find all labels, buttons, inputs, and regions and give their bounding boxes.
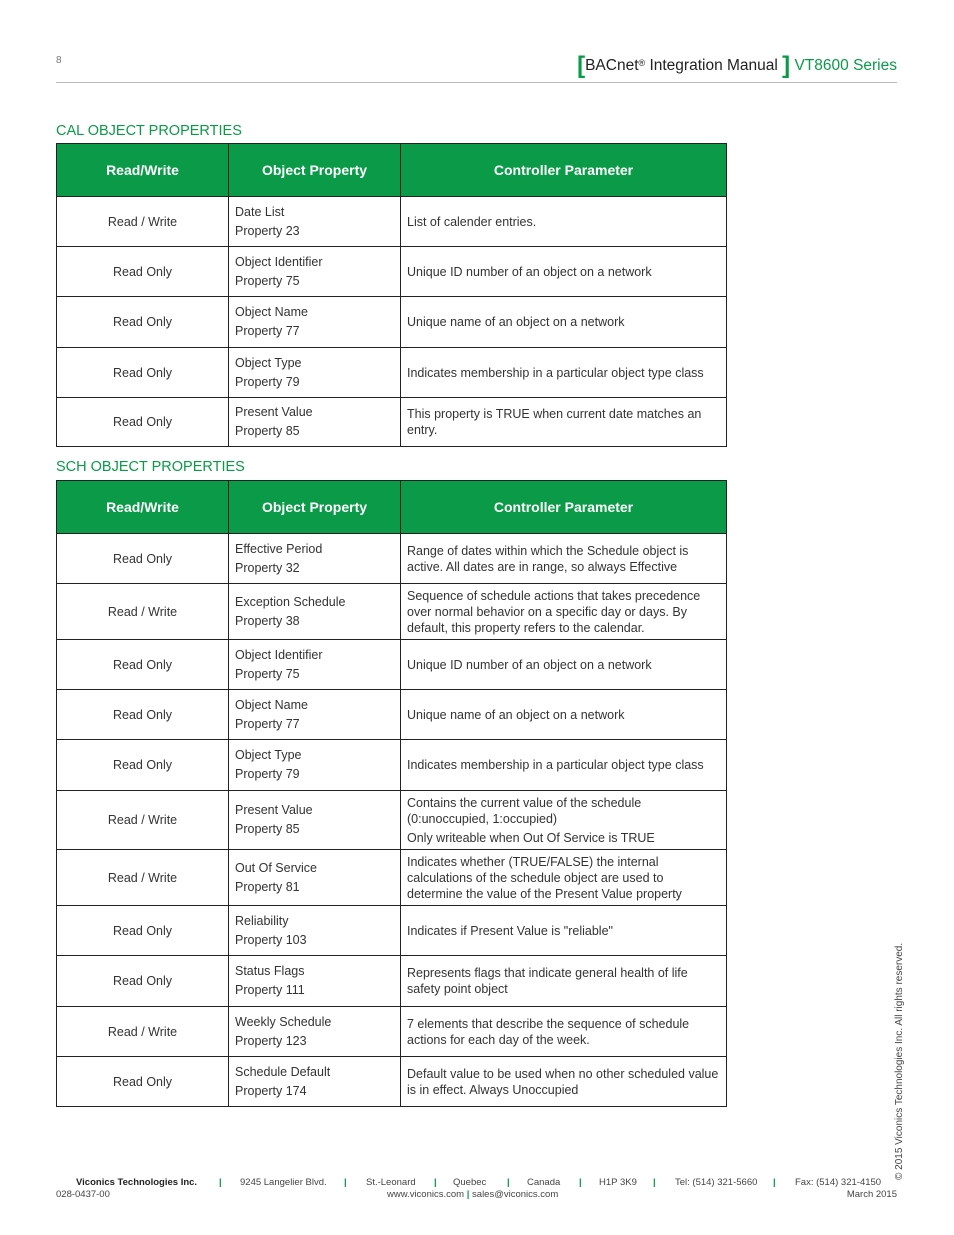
controller-parameter-cell: [401, 247, 727, 297]
object-property-cell: [229, 956, 401, 1007]
footer-date: March 2015: [846, 1189, 897, 1200]
access-cell: Read / Write: [57, 197, 229, 247]
footer-postal-code: H1P 3K9: [599, 1177, 637, 1188]
property-name: Object Type: [235, 355, 302, 370]
table-row: [57, 791, 727, 850]
property-number: Property 75: [235, 273, 300, 288]
object-property-cell: [229, 740, 401, 791]
property-number: Property 85: [235, 424, 300, 438]
table-row: [57, 956, 727, 1007]
controller-parameter-cell: [401, 791, 727, 850]
access-cell: Read Only: [57, 640, 229, 690]
controller-parameter-cell: [401, 956, 727, 1007]
object-property-cell: [229, 534, 401, 584]
parameter-description: Indicates membership in a particular object type class: [407, 758, 704, 772]
property-name: Status Flags: [235, 964, 305, 978]
access-cell: Read Only: [57, 1057, 229, 1107]
object-property-cell: [229, 1007, 401, 1057]
controller-parameter-cell: [401, 534, 727, 584]
controller-parameter-cell: [401, 640, 727, 690]
property-name: Present Value: [235, 405, 313, 419]
property-number: Property 103: [235, 932, 307, 947]
table-row: [57, 1007, 727, 1057]
access-cell: Read Only: [57, 534, 229, 584]
access-cell: Read Only: [57, 690, 229, 740]
property-name: Exception Schedule: [235, 594, 346, 609]
controller-parameter-cell: [401, 584, 727, 640]
parameter-description: Unique ID number of an object on a network: [407, 264, 652, 279]
controller-parameter-cell: [401, 740, 727, 791]
header-title-rest: Integration Manual: [645, 57, 778, 74]
footer-company: Viconics Technologies Inc.: [76, 1177, 198, 1188]
property-number: Property 32: [235, 560, 300, 575]
controller-parameter-cell: [401, 398, 727, 447]
footer-telephone: Tel: (514) 321-5660: [675, 1177, 758, 1188]
access-cell: Read / Write: [57, 1007, 229, 1057]
footer-address: 9245 Langelier Blvd.: [240, 1177, 327, 1188]
parameter-description: Default value to be used when no other scheduled value is in effect. Always Unoccupied: [407, 1066, 719, 1097]
property-name: Schedule Default: [235, 1064, 331, 1079]
table-row: [57, 297, 727, 348]
registered-mark: ®: [638, 58, 646, 68]
footer-document-number: 028-0437-00: [56, 1189, 110, 1200]
sch-col-read-write: Read/Write: [57, 481, 229, 534]
access-cell: Read / Write: [57, 791, 229, 850]
footer-separator: |: [507, 1177, 510, 1188]
table-row: [57, 398, 727, 447]
controller-parameter-cell: [401, 850, 727, 906]
property-number: Property 174: [235, 1083, 307, 1098]
sch-col-object-property: Object Property: [229, 481, 401, 534]
object-property-cell: [229, 850, 401, 906]
footer-separator: |: [466, 1189, 470, 1200]
access-cell: Read Only: [57, 398, 229, 447]
parameter-description: Represents flags that indicate general health of life safety point object: [407, 966, 688, 996]
property-number: Property 77: [235, 716, 300, 731]
cal-header-row: [57, 144, 727, 197]
footer-province: Quebec: [453, 1177, 487, 1188]
table-row: [57, 850, 727, 906]
footer-fax: Fax: (514) 321-4150: [795, 1177, 882, 1188]
property-number: Property 79: [235, 374, 300, 389]
header-title-bacnet: BACnet: [585, 57, 639, 74]
header-bracket-open: [: [577, 52, 586, 79]
object-property-cell: [229, 247, 401, 297]
object-property-cell: [229, 197, 401, 247]
sch-header-row: [57, 481, 727, 534]
sch-section-title: SCH OBJECT PROPERTIES: [56, 459, 245, 475]
footer-website-link[interactable]: www.viconics.com: [387, 1189, 465, 1200]
footer-country: Canada: [527, 1177, 561, 1188]
footer-separator: |: [773, 1177, 776, 1188]
sch-properties-table: [56, 480, 727, 1107]
sch-col-controller-parameter: Controller Parameter: [401, 481, 727, 534]
property-number: Property 79: [235, 767, 300, 781]
cal-col-object-property: Object Property: [229, 144, 401, 197]
access-cell: Read Only: [57, 906, 229, 956]
parameter-description: List of calender entries.: [407, 214, 537, 229]
table-row: [57, 690, 727, 740]
footer-web-email: [387, 1189, 558, 1200]
property-name: Weekly Schedule: [235, 1014, 332, 1029]
controller-parameter-cell: [401, 906, 727, 956]
property-number: Property 85: [235, 822, 300, 836]
object-property-cell: [229, 791, 401, 850]
access-cell: Read Only: [57, 956, 229, 1007]
footer-email-link[interactable]: sales@viconics.com: [472, 1189, 559, 1200]
header-title: [577, 54, 897, 78]
parameter-description: This property is TRUE when current date matches an entry.: [407, 407, 702, 437]
footer-separator: |: [653, 1177, 656, 1188]
parameter-description: Indicates whether (TRUE/FALSE) the internal calculations of the schedule object are used to determine the value of the Present Value property: [407, 854, 682, 901]
property-name: Object Identifier: [235, 254, 323, 269]
controller-parameter-cell: [401, 348, 727, 398]
property-number: Property 81: [235, 879, 300, 894]
footer-separator: |: [579, 1177, 582, 1188]
object-property-cell: [229, 348, 401, 398]
copyright-notice: © 2015 Viconics Technologies Inc. All rights reserved.: [894, 942, 905, 1180]
property-name: Present Value: [235, 803, 313, 817]
parameter-description: Sequence of schedule actions that takes precedence over normal behavior on a specific day or days. By default, this property refers to the calendar.: [407, 588, 701, 635]
cal-col-controller-parameter: Controller Parameter: [401, 144, 727, 197]
cal-properties-table: [56, 143, 727, 447]
table-row: [57, 584, 727, 640]
controller-parameter-cell: [401, 690, 727, 740]
property-name: Date List: [235, 204, 285, 219]
object-property-cell: [229, 398, 401, 447]
table-row: [57, 247, 727, 297]
access-cell: Read / Write: [57, 850, 229, 906]
parameter-description: Only writeable when Out Of Service is TRUE: [407, 830, 655, 845]
object-property-cell: [229, 906, 401, 956]
property-name: Object Name: [235, 697, 308, 712]
property-number: Property 77: [235, 324, 300, 338]
footer-city: St.-Leonard: [366, 1177, 416, 1188]
access-cell: Read Only: [57, 740, 229, 791]
parameter-description: 7 elements that describe the sequence of schedule actions for each day of the week.: [407, 1016, 690, 1047]
property-number: Property 111: [235, 983, 305, 997]
cal-col-read-write: Read/Write: [57, 144, 229, 197]
header-series: VT8600 Series: [794, 57, 897, 74]
access-cell: Read Only: [57, 247, 229, 297]
table-row: [57, 906, 727, 956]
parameter-description: Unique name of an object on a network: [407, 315, 625, 329]
property-name: Effective Period: [235, 541, 323, 556]
footer-separator: |: [434, 1177, 437, 1188]
controller-parameter-cell: [401, 1057, 727, 1107]
access-cell: Read / Write: [57, 584, 229, 640]
table-row: [57, 740, 727, 791]
cal-section-title: CAL OBJECT PROPERTIES: [56, 123, 242, 139]
property-number: Property 75: [235, 666, 300, 681]
object-property-cell: [229, 584, 401, 640]
parameter-description: Indicates if Present Value is "reliable": [407, 923, 613, 938]
table-row: [57, 534, 727, 584]
object-property-cell: [229, 690, 401, 740]
property-name: Object Type: [235, 748, 302, 762]
parameter-description: Unique name of an object on a network: [407, 707, 625, 722]
table-row: [57, 348, 727, 398]
parameter-description: Range of dates within which the Schedule object is active. All dates are in range, so always Effective: [407, 543, 689, 574]
access-cell: Read Only: [57, 297, 229, 348]
header-divider: [56, 82, 897, 83]
object-property-cell: [229, 297, 401, 348]
property-number: Property 123: [235, 1033, 307, 1048]
property-name: Reliability: [235, 913, 289, 928]
page-number: 8: [56, 55, 62, 66]
table-row: [57, 197, 727, 247]
header-bracket-close: ]: [782, 52, 791, 79]
property-name: Object Identifier: [235, 647, 323, 662]
parameter-description: Unique ID number of an object on a network: [407, 657, 652, 672]
property-number: Property 23: [235, 223, 300, 238]
object-property-cell: [229, 640, 401, 690]
property-number: Property 38: [235, 613, 300, 628]
footer-separator: |: [219, 1177, 222, 1188]
property-name: Object Name: [235, 305, 308, 319]
controller-parameter-cell: [401, 197, 727, 247]
controller-parameter-cell: [401, 297, 727, 348]
parameter-description: Contains the current value of the schedule (0:unoccupied, 1:occupied): [407, 795, 642, 826]
controller-parameter-cell: [401, 1007, 727, 1057]
footer-separator: |: [344, 1177, 347, 1188]
parameter-description: Indicates membership in a particular object type class: [407, 365, 704, 380]
table-row: [57, 640, 727, 690]
object-property-cell: [229, 1057, 401, 1107]
property-name: Out Of Service: [235, 860, 317, 875]
access-cell: Read Only: [57, 348, 229, 398]
table-row: [57, 1057, 727, 1107]
